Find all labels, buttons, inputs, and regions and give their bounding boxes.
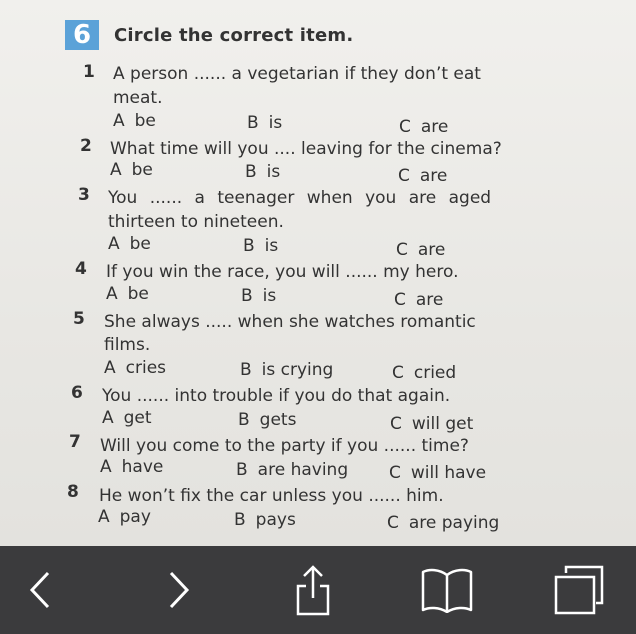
question-text: You ...... into trouble if you do that again. — [102, 386, 451, 406]
browser-toolbar — [0, 546, 636, 634]
option-letter: C — [389, 463, 401, 483]
option-c[interactable] — [399, 117, 448, 137]
option-text: is — [264, 236, 279, 256]
question-text: He won’t fix the car unless you ...... him. — [99, 486, 444, 506]
option-text: are paying — [408, 513, 500, 533]
option-b[interactable] — [241, 286, 276, 306]
option-letter: C — [394, 290, 406, 310]
option-a[interactable] — [110, 160, 153, 180]
question-number: 6 — [71, 383, 83, 403]
option-a[interactable] — [102, 408, 152, 428]
option-letter: A — [113, 111, 125, 131]
option-b[interactable] — [234, 510, 296, 530]
option-letter: C — [392, 363, 404, 383]
option-letter: C — [396, 240, 408, 260]
option-letter: B — [236, 460, 248, 480]
option-c[interactable] — [390, 414, 473, 434]
option-letter: B — [234, 510, 246, 530]
option-a[interactable] — [108, 234, 151, 254]
option-letter: A — [106, 284, 118, 304]
option-text: get — [123, 408, 152, 428]
option-text: are — [417, 240, 446, 260]
option-b[interactable] — [243, 236, 278, 256]
option-letter: B — [240, 360, 252, 380]
question-text: If you win the race, you will ...... my hero. — [106, 262, 459, 282]
option-text: are — [419, 166, 448, 186]
tabs-button[interactable] — [540, 546, 620, 634]
option-b[interactable] — [236, 460, 348, 480]
option-letter: B — [241, 286, 253, 306]
option-text: is — [262, 286, 277, 306]
option-b[interactable] — [238, 410, 296, 430]
question-number: 5 — [73, 309, 85, 329]
option-text: will get — [411, 414, 474, 434]
option-b[interactable] — [240, 360, 333, 380]
question-number: 3 — [78, 185, 90, 205]
option-c[interactable] — [389, 463, 486, 483]
option-letter: A — [102, 408, 114, 428]
option-b[interactable] — [245, 162, 280, 182]
option-letter: A — [110, 160, 122, 180]
option-b[interactable] — [247, 113, 282, 133]
option-text: pay — [119, 507, 151, 527]
option-letter: C — [399, 117, 411, 137]
option-letter: A — [98, 507, 110, 527]
option-text: gets — [259, 410, 297, 430]
back-icon — [28, 570, 52, 610]
option-c[interactable] — [398, 166, 447, 186]
back-button[interactable] — [0, 546, 80, 634]
question-text-cont: thirteen to nineteen. — [108, 212, 284, 232]
share-button[interactable] — [273, 546, 353, 634]
option-text: pays — [255, 510, 296, 530]
tabs-icon — [554, 565, 606, 615]
option-a[interactable] — [98, 507, 151, 527]
exercise-number: 6 — [65, 20, 99, 50]
forward-button[interactable] — [139, 546, 219, 634]
option-a[interactable] — [104, 358, 166, 378]
option-text: cries — [125, 358, 167, 378]
question-text-cont: films. — [104, 335, 151, 355]
question-text-cont: meat. — [113, 88, 163, 108]
option-a[interactable] — [106, 284, 149, 304]
option-text: are — [420, 117, 449, 137]
option-text: are having — [257, 460, 349, 480]
option-text: be — [127, 284, 149, 304]
exercise-title: Circle the correct item. — [114, 25, 354, 46]
option-text: is — [266, 162, 281, 182]
option-letter: B — [238, 410, 250, 430]
share-icon — [293, 564, 333, 616]
option-text: cried — [413, 363, 457, 383]
option-letter: B — [245, 162, 257, 182]
option-a[interactable] — [113, 111, 156, 131]
option-c[interactable] — [396, 240, 445, 260]
option-letter: B — [247, 113, 259, 133]
option-c[interactable] — [387, 513, 499, 533]
question-text: She always ..... when she watches romantic — [104, 312, 476, 332]
option-letter: C — [387, 513, 399, 533]
question-number: 2 — [80, 136, 92, 156]
option-text: be — [134, 111, 156, 131]
option-text: be — [129, 234, 151, 254]
option-letter: A — [100, 457, 112, 477]
question-text: Will you come to the party if you ...... time? — [100, 436, 469, 456]
option-text: be — [131, 160, 153, 180]
option-letter: C — [390, 414, 402, 434]
option-letter: C — [398, 166, 410, 186]
forward-icon — [167, 570, 191, 610]
question-text: What time will you .... leaving for the cinema? — [110, 139, 502, 159]
option-text: is crying — [261, 360, 334, 380]
option-text: are — [415, 290, 444, 310]
bookmarks-button[interactable] — [407, 546, 487, 634]
question-text: A person ...... a vegetarian if they don’t eat — [113, 64, 481, 84]
option-text: have — [121, 457, 164, 477]
question-number: 1 — [83, 62, 95, 82]
option-c[interactable] — [394, 290, 443, 310]
option-text: will have — [410, 463, 487, 483]
option-a[interactable] — [100, 457, 163, 477]
option-text: is — [268, 113, 283, 133]
option-letter: B — [243, 236, 255, 256]
question-number: 7 — [69, 432, 81, 452]
question-number: 8 — [67, 482, 79, 502]
question-number: 4 — [75, 259, 87, 279]
question-text: You ...... a teenager when you are aged — [108, 188, 492, 208]
bookmarks-icon — [421, 567, 473, 613]
option-c[interactable] — [392, 363, 456, 383]
option-letter: A — [104, 358, 116, 378]
option-letter: A — [108, 234, 120, 254]
